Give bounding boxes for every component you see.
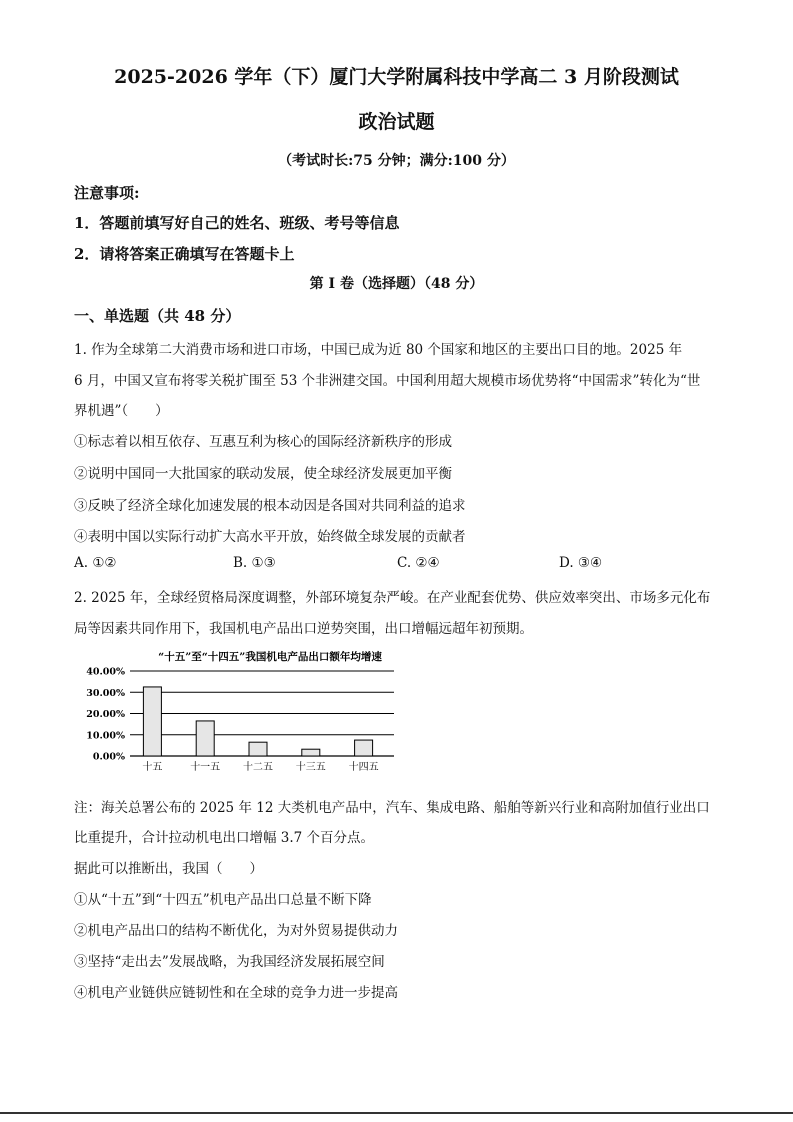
bar	[249, 742, 267, 756]
q2-statement: ③坚持“走出去”发展战略，为我国经济发展拓展空间	[74, 954, 385, 970]
bar	[143, 687, 161, 756]
q1-stem-line: 1. 作为全球第二大消费市场和进口市场，中国已成为近 80 个国家和地区的主要出口目的地。2025 年	[74, 342, 683, 358]
q1-statement: ②说明中国同一大批国家的联动发展，使全球经济发展更加平衡	[74, 466, 452, 482]
q1-option-c[interactable]: C. ②④	[397, 555, 440, 571]
x-tick-label: 十一五	[190, 762, 221, 773]
x-tick-label: 十四五	[348, 762, 379, 773]
x-tick-label: 十五	[142, 762, 163, 773]
exam-info: （考试时长:75 分钟；满分:100 分）	[278, 153, 515, 169]
export-growth-chart	[74, 645, 414, 780]
notice-item: 2．请将答案正确填写在答题卡上	[74, 245, 295, 263]
y-tick-label: 10.00%	[86, 730, 125, 742]
chart-title: “十五”至“十四五”我国机电产品出口额年均增速	[158, 651, 382, 663]
y-tick-label: 40.00%	[86, 666, 125, 678]
y-tick-label: 0.00%	[92, 751, 125, 763]
section-title: 第 I 卷（选择题）（48 分）	[309, 276, 484, 292]
q1-option-b[interactable]: B. ①③	[233, 555, 276, 571]
q2-statement: ②机电产品出口的结构不断优化，为对外贸易提供动力	[74, 923, 398, 939]
q1-statement: ①标志着以相互依存、互惠互利为核心的国际经济新秩序的形成	[74, 434, 452, 450]
notice-item: 1．答题前填写好自己的姓名、班级、考号等信息	[74, 214, 400, 232]
q2-statement: ④机电产业链供应链韧性和在全球的竞争力进一步提高	[74, 985, 398, 1001]
y-tick-label: 20.00%	[86, 709, 125, 720]
q1-stem-line: 界机遇”（ ）	[74, 403, 169, 419]
y-tick-label: 30.00%	[86, 687, 125, 699]
x-tick-label: 十二五	[243, 762, 273, 773]
q1-statement: ④表明中国以实际行动扩大高水平开放，始终做全球发展的贡献者	[74, 529, 466, 545]
q1-stem-line: 6 月，中国又宣布将零关税扩围至 53 个非洲建交国。中国利用超大规模市场优势将“中国需求”转化为“世	[74, 373, 701, 389]
q1-option-d[interactable]: D. ③④	[559, 555, 603, 571]
q2-stem-line: 2. 2025 年，全球经贸格局深度调整，外部环境复杂严峻。在产业配套优势、供应效率突出、市场多元化布	[74, 590, 711, 606]
q2-stem-line: 局等因素共同作用下，我国机电产品出口逆势突围，出口增幅远超年初预期。	[74, 621, 533, 637]
exam-title: 2025-2026 学年（下）厦门大学附属科技中学高二 3 月阶段测试	[114, 66, 679, 88]
bar	[196, 721, 214, 756]
bar	[355, 740, 373, 756]
q1-option-a[interactable]: A. ①②	[74, 555, 117, 571]
subject-title: 政治试题	[358, 111, 435, 133]
bar	[302, 749, 320, 756]
q2-note-line: 比重提升，合计拉动机电出口增幅 3.7 个百分点。	[74, 830, 375, 846]
q2-prompt: 据此可以推断出，我国（ ）	[74, 861, 263, 877]
notice-heading: 注意事项:	[74, 184, 140, 202]
q2-statement: ①从“十五”到“十四五”机电产品出口总量不断下降	[74, 892, 372, 908]
page-footer-rule	[0, 1112, 793, 1114]
q2-note-line: 注：海关总署公布的 2025 年 12 大类机电产品中，汽车、集成电路、船舶等新兴行业和高附加值行业出口	[74, 800, 710, 816]
q1-statement: ③反映了经济全球化加速发展的根本动因是各国对共同利益的追求	[74, 498, 466, 514]
part-title: 一、单选题（共 48 分）	[74, 307, 241, 325]
x-tick-label: 十三五	[295, 762, 326, 773]
